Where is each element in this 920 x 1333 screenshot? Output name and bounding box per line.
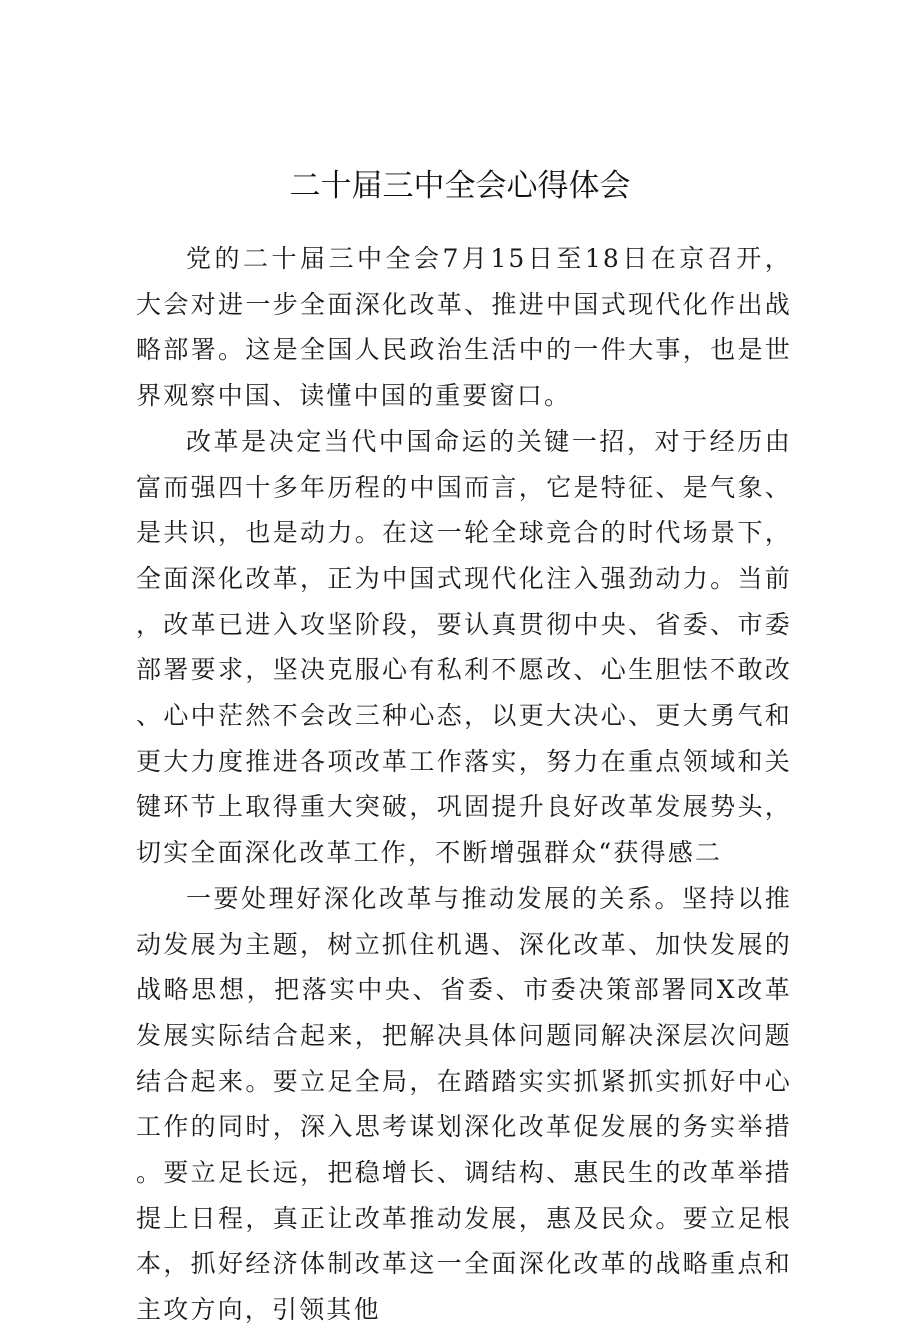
document-body — [136, 236, 792, 1333]
paragraph-intro: 党的二十届三中全会7月15日至18日在京召开，大会对进一步全面深化改革、推进中国式现代化作出战略部署。这是全国人民政治生活中的一件大事，也是世界观察中国、读懂中国的重要窗口。 — [136, 244, 792, 411]
paragraph-development: 一要处理好深化改革与推动发展的关系。坚持以推动发展为主题，树立抓住机遇、深化改革、加快发展的战略思想，把落实中央、省委、市委决策部署同X改革发展实际结合起来，把解决具体问题同解决深层次问题结合起来。要立足全局，在踏踏实实抓紧抓实抓好中心工作的同时，深入思考谋划深化改革促发展的务实举措。要立足长远，把稳增长、调结构、惠民生的改革举措提上日程，真正让改革推动发展，惠及民众。要立足根本，抓好经济体制改革这一全面深化改革的战略重点和主攻方向，引领其他 — [136, 883, 792, 1325]
document-title: 二十届三中全会心得体会 — [289, 168, 631, 204]
paragraph-reform: 改革是决定当代中国命运的关键一招，对于经历由富而强四十多年历程的中国而言，它是特征、是气象、是共识，也是动力。在这一轮全球竞合的时代场景下，全面深化改革，正为中国式现代化注入强劲动力。当前，改革已进入攻坚阶段，要认真贯彻中央、省委、市委部署要求，坚决克服心有私利不愿改、心生胆怯不敢改、心中茫然不会改三种心态，以更大决心、更大勇气和更大力度推进各项改革工作落实，努力在重点领域和关键环节上取得重大突破，巩固提升良好改革发展势头，切实全面深化改革工作，不断增强群众“获得感二 — [136, 426, 792, 868]
